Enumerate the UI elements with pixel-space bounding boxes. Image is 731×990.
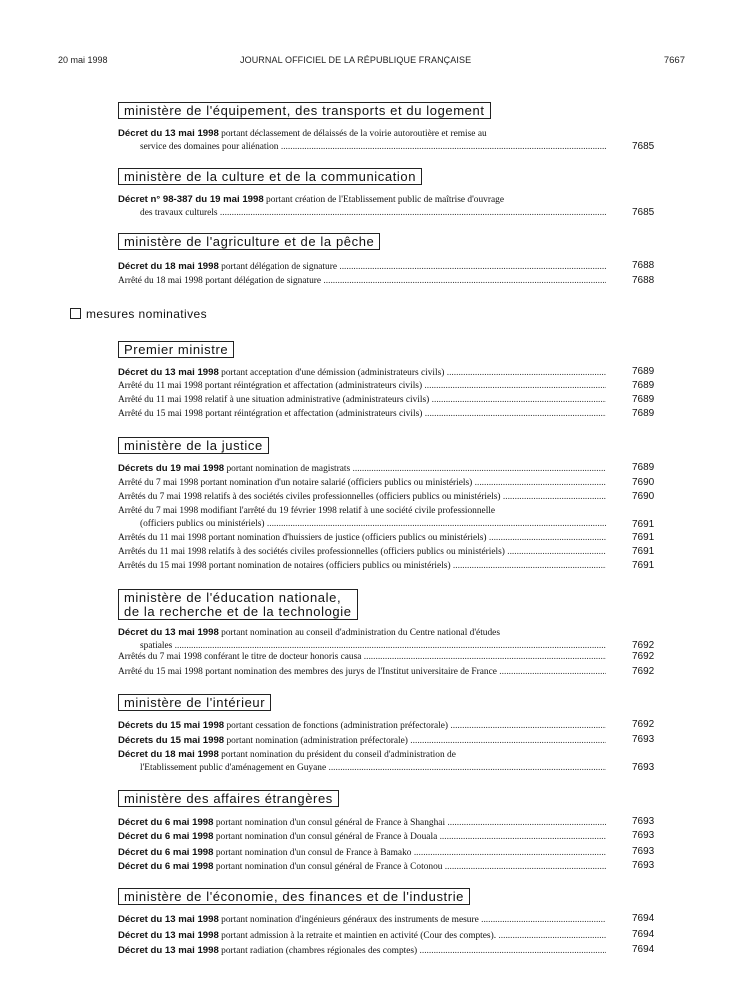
entry-description: portant nomination de magistrats — [224, 464, 351, 474]
list-item — [118, 560, 606, 573]
entry-description: portant nomination d'un consul général de France à Shanghai — [213, 818, 446, 828]
list-item — [118, 505, 606, 531]
list-item — [118, 193, 606, 220]
list-item — [118, 860, 606, 874]
entry-page-number: 7688 — [632, 260, 655, 271]
section-heading — [118, 168, 422, 185]
list-item — [118, 748, 606, 775]
section-title: Premier ministre — [124, 342, 229, 357]
entry-page-number: 7690 — [632, 477, 655, 488]
entry-description-continued: spatiales ..... — [118, 640, 606, 653]
entry-text — [118, 626, 606, 640]
entry-bold-title: Décret du 6 mai 1998 — [118, 817, 214, 828]
entry-text — [118, 491, 606, 504]
entry-description: portant nomination (administration préfectorale) — [224, 736, 408, 746]
entry-page-number: 7693 — [632, 830, 655, 841]
entry-text — [118, 394, 606, 407]
entry-text — [118, 477, 606, 490]
list-item — [118, 462, 606, 476]
entry-description-continued: l'Etablissement public d'aménagement en Guyane ..... — [118, 762, 606, 775]
entry-description: portant nomination d'un consul de France à Bamako — [213, 848, 412, 858]
entry-text — [118, 546, 606, 559]
list-item — [118, 477, 606, 490]
entry-bold-title: Décrets du 15 mai 1998 — [118, 735, 225, 746]
section-heading — [118, 790, 339, 807]
section-title: ministère de l'économie, des finances et de l'industrie — [124, 889, 465, 904]
section-heading — [118, 233, 380, 250]
entry-text — [118, 366, 606, 380]
entry-bold-title: Décret du 6 mai 1998 — [118, 847, 214, 858]
entry-bold-title: Décret n° 98-387 du 19 mai 1998 — [118, 194, 264, 205]
entry-page-number: 7691 — [632, 560, 655, 571]
entry-text — [118, 944, 606, 958]
entry-description: Arrêté du 11 mai 1998 relatif à une situation administrative (administrateurs civils) — [118, 395, 430, 405]
entry-page-number: 7693 — [632, 762, 655, 773]
entry-description-continued: des travaux culturels ..... — [118, 207, 606, 220]
entry-description: Arrêté du 18 mai 1998 portant délégation de signature — [118, 276, 322, 286]
entry-description: portant nomination d'ingénieurs généraux des instruments de mesure — [218, 915, 479, 925]
entry-text — [118, 127, 606, 141]
section-heading — [118, 341, 234, 358]
entry-text — [118, 380, 606, 393]
header-journal-title: JOURNAL OFFICIEL DE LA RÉPUBLIQUE FRANÇAISE — [240, 55, 472, 65]
section-title-line2: de la recherche et de la technologie — [124, 604, 352, 619]
section-title: ministère de l'éducation nationale, — [124, 590, 342, 605]
entry-text — [118, 275, 606, 288]
entry-page-number: 7691 — [632, 546, 655, 557]
list-item — [118, 734, 606, 748]
mesures-nominatives-heading — [70, 307, 207, 321]
entry-bold-title: Décret du 6 mai 1998 — [118, 831, 214, 842]
list-item — [118, 830, 606, 844]
section-title: ministère de l'équipement, des transports et du logement — [124, 103, 485, 118]
entry-description: Arrêtés du 7 mai 1998 relatifs à des sociétés civiles professionnelles (officiers publics ou ministériels) — [118, 492, 501, 502]
section-heading — [118, 888, 470, 905]
entry-description: portant déclassement de délaissés de la voirie autoroutière et remise au — [218, 129, 487, 139]
list-item — [118, 491, 606, 504]
entry-description: Arrêtés du 11 mai 1998 portant nomination d'huissiers de justice (officiers publics ou ministériels) — [118, 533, 487, 543]
entry-description: Arrêtés du 7 mai 1998 conférant le titre de docteur honoris causa — [118, 652, 362, 662]
entry-bold-title: Décret du 18 mai 1998 — [118, 261, 219, 272]
entry-page-number: 7689 — [632, 366, 655, 377]
list-item — [118, 944, 606, 958]
list-item — [118, 846, 606, 860]
list-item — [118, 929, 606, 943]
header-date: 20 mai 1998 — [58, 55, 108, 65]
list-item — [118, 394, 606, 407]
entry-page-number: 7685 — [632, 207, 655, 218]
entry-page-number: 7694 — [632, 944, 655, 955]
entry-description-continued: (officiers publics ou ministériels) ..... — [118, 518, 606, 531]
entry-text — [118, 651, 606, 664]
entry-text — [118, 748, 606, 762]
entry-text — [118, 560, 606, 573]
entry-page-number: 7689 — [632, 462, 655, 473]
section-title: ministère de l'intérieur — [124, 695, 266, 710]
entry-text — [118, 719, 606, 733]
entry-page-number: 7690 — [632, 491, 655, 502]
entry-page-number: 7688 — [632, 275, 655, 286]
list-item — [118, 127, 606, 154]
checkbox-square-icon — [70, 308, 81, 319]
entry-description: portant nomination du président du conseil d'administration de — [218, 750, 456, 760]
entry-text — [118, 666, 606, 679]
entry-page-number: 7693 — [632, 846, 655, 857]
entry-bold-title: Décret du 6 mai 1998 — [118, 861, 214, 872]
entry-description: Arrêtés du 11 mai 1998 relatifs à des sociétés civiles professionnelles (officiers publics ou ministériels) — [118, 547, 505, 557]
entry-text — [118, 505, 606, 518]
list-item — [118, 666, 606, 679]
entry-description: Arrêté du 15 mai 1998 portant réintégration et affectation (administrateurs civils) — [118, 409, 423, 419]
entry-page-number: 7694 — [632, 913, 655, 924]
entry-page-number: 7693 — [632, 860, 655, 871]
entry-page-number: 7692 — [632, 666, 655, 677]
list-item — [118, 260, 606, 274]
entry-description: portant nomination au conseil d'administration du Centre national d'études — [218, 628, 500, 638]
entry-description: Arrêté du 15 mai 1998 portant nomination des membres des jurys de l'Institut universitaire de France — [118, 667, 497, 677]
entry-description: portant admission à la retraite et maintien en activité (Cour des comptes). — [218, 931, 497, 941]
section-title: ministère des affaires étrangères — [124, 791, 333, 806]
list-item — [118, 816, 606, 830]
entry-bold-title: Décret du 13 mai 1998 — [118, 627, 219, 638]
section-heading — [118, 694, 271, 711]
entry-description: Arrêtés du 15 mai 1998 portant nomination de notaires (officiers publics ou ministériels) — [118, 561, 451, 571]
entry-bold-title: Décret du 13 mai 1998 — [118, 945, 219, 956]
entry-text — [118, 830, 606, 844]
list-item — [118, 366, 606, 380]
list-item — [118, 532, 606, 545]
entry-page-number: 7691 — [632, 532, 655, 543]
entry-page-number: 7694 — [632, 929, 655, 940]
entry-description: portant cessation de fonctions (administration préfectorale) — [224, 721, 449, 731]
entry-bold-title: Décret du 13 mai 1998 — [118, 930, 219, 941]
entry-page-number: 7689 — [632, 380, 655, 391]
entry-text — [118, 913, 606, 927]
entry-text — [118, 193, 606, 207]
list-item — [118, 626, 606, 653]
entry-description-continued: service des domaines pour aliénation ..... — [118, 141, 606, 154]
section-title: ministère de l'agriculture et de la pêche — [124, 234, 375, 249]
section-heading — [118, 589, 358, 620]
entry-description: Arrêté du 7 mai 1998 modifiant l'arrêté du 19 février 1998 relatif à une société civile professionnelle — [118, 506, 496, 516]
entry-page-number: 7693 — [632, 734, 655, 745]
section-title: ministère de la culture et de la communication — [124, 169, 417, 184]
entry-bold-title: Décrets du 19 mai 1998 — [118, 463, 225, 474]
entry-text — [118, 532, 606, 545]
entry-page-number: 7685 — [632, 141, 655, 152]
entry-text — [118, 260, 606, 274]
entry-page-number: 7692 — [632, 651, 655, 662]
entry-description: portant nomination d'un consul général de France à Cotonou — [213, 862, 443, 872]
list-item — [118, 719, 606, 733]
entry-bold-title: Décret du 13 mai 1998 — [118, 367, 219, 378]
entry-text — [118, 408, 606, 421]
entry-page-number: 7693 — [632, 816, 655, 827]
entry-bold-title: Décrets du 15 mai 1998 — [118, 720, 225, 731]
entry-page-number: 7689 — [632, 394, 655, 405]
entry-page-number: 7691 — [632, 519, 655, 530]
entry-page-number: 7692 — [632, 640, 655, 651]
entry-text — [118, 816, 606, 830]
entry-description: Arrêté du 7 mai 1998 portant nomination d'un notaire salarié (officiers publics ou ministériels) — [118, 478, 473, 488]
mesures-nominatives-label: mesures nominatives — [86, 307, 207, 321]
list-item — [118, 408, 606, 421]
entry-bold-title: Décret du 13 mai 1998 — [118, 128, 219, 139]
entry-description: portant radiation (chambres régionales des comptes) — [218, 946, 418, 956]
entry-text — [118, 462, 606, 476]
entry-page-number: 7692 — [632, 719, 655, 730]
entry-description: portant délégation de signature — [218, 262, 337, 272]
list-item — [118, 275, 606, 288]
section-heading — [118, 102, 491, 119]
list-item — [118, 651, 606, 664]
entry-bold-title: Décret du 13 mai 1998 — [118, 914, 219, 925]
section-title: ministère de la justice — [124, 438, 263, 453]
entry-text — [118, 734, 606, 748]
list-item — [118, 380, 606, 393]
entry-description: portant nomination d'un consul général de France à Douala — [213, 832, 438, 842]
list-item — [118, 913, 606, 927]
entry-text — [118, 846, 606, 860]
entry-description: Arrêté du 11 mai 1998 portant réintégration et affectation (administrateurs civils) — [118, 381, 423, 391]
entry-page-number: 7689 — [632, 408, 655, 419]
list-item — [118, 546, 606, 559]
entry-bold-title: Décret du 18 mai 1998 — [118, 749, 219, 760]
entry-description: portant création de l'Etablissement public de maîtrise d'ouvrage — [263, 195, 504, 205]
entry-text — [118, 929, 606, 943]
entry-text — [118, 860, 606, 874]
section-heading — [118, 437, 269, 454]
header-page-number: 7667 — [663, 55, 685, 66]
entry-description: portant acceptation d'une démission (administrateurs civils) — [218, 368, 445, 378]
